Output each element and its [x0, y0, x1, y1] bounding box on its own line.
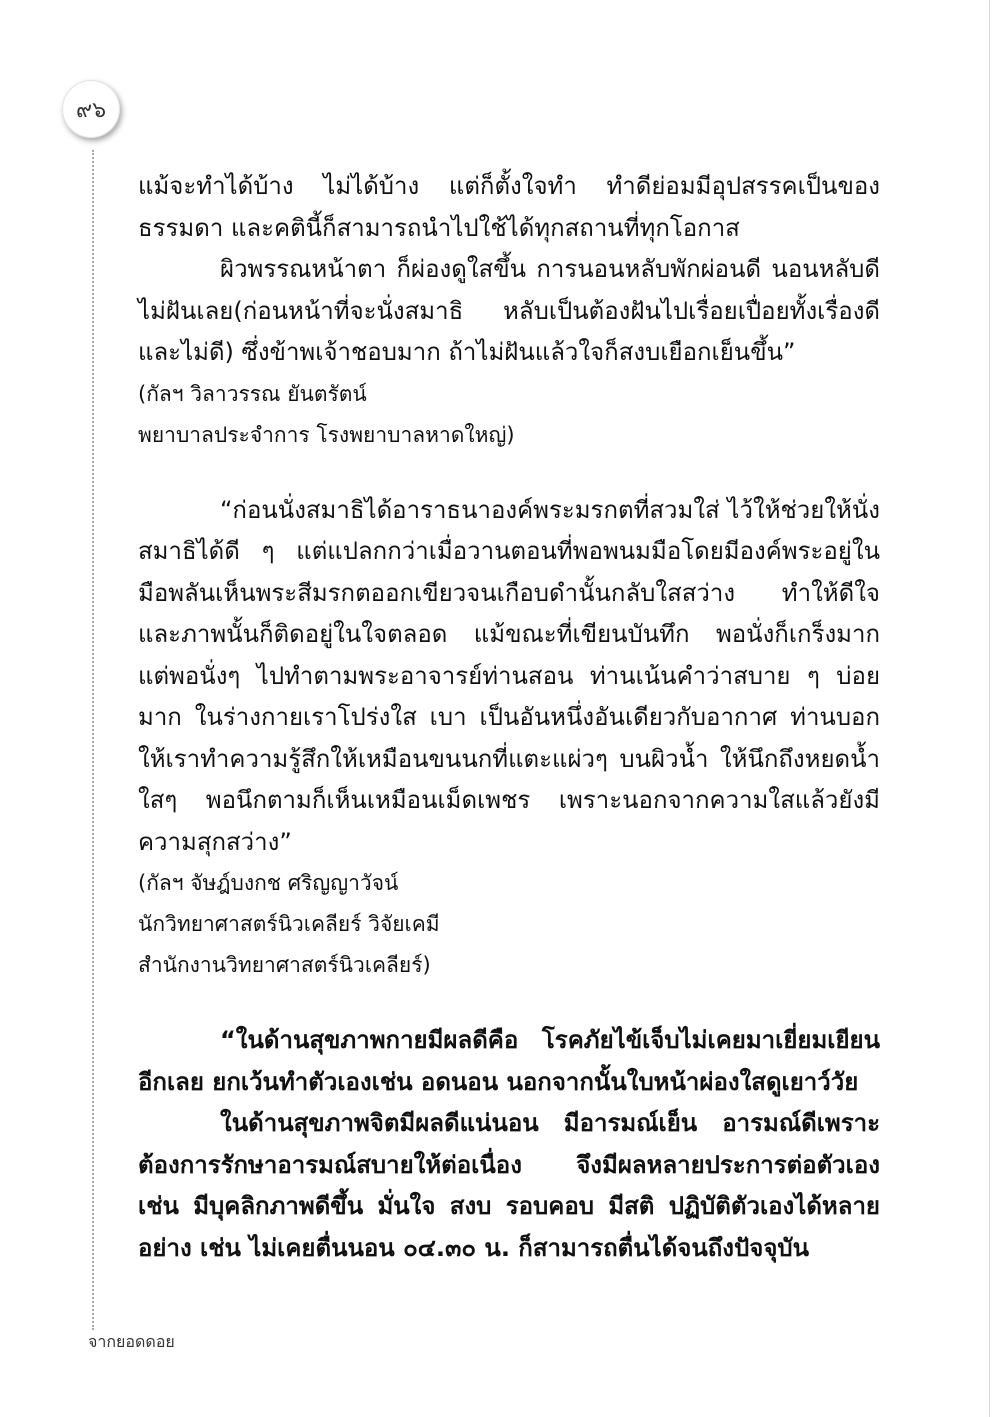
second-credit-organization: สำนักงานวิทยาศาสตร์นิวเคลียร์) [138, 953, 431, 977]
third-paragraph-1: “ในด้านสุขภาพกายมีผลดีคือ โรคภัยไข้เจ็บไม่เคยมาเยี่ยมเยียนอีกเลย ยกเว้นทำตัวเองเช่น อดนอน นอกจากนั้นใบหน้าผ่องใสดูเยาว์วัย [138, 1026, 880, 1096]
page-content [138, 166, 880, 1269]
section-gap [138, 456, 880, 490]
book-title-footer: จากยอดดอย [88, 1332, 175, 1351]
third-paragraph-2: ในด้านสุขภาพจิตมีผลดีแน่นอน มีอารมณ์เย็น อารมณ์ดีเพราะต้องการรักษาอารมณ์สบายให้ต่อเนื่อง จึงมีผลหลายประการต่อตัวเอง เช่น มีบุคลิกภาพดีขึ้น มั่นใจ สงบ รอบคอบ มีสติ ปฏิบัติตัวเองได้หลายอย่าง เช่น ไม่เคยตื่นนอน ๐๔.๓๐ น. ก็สามารถตื่นได้จนถึงปัจจุบัน [138, 1109, 880, 1262]
second-credit-name: (กัลฯ จัษฎ์บงกช ศริญญาวัจน์ [138, 871, 399, 895]
intro-credit-name: (กัลฯ วิลาวรรณ ยันตรัตน์ [138, 381, 367, 406]
page-edge [989, 0, 990, 1417]
page-number: ๙๖ [75, 97, 107, 123]
margin-dotted-rule [92, 150, 94, 1330]
second-credit-position: นักวิทยาศาสตร์นิวเคลียร์ วิจัยเคมี [138, 912, 440, 936]
intro-paragraph-2: ผิวพรรณหน้าตา ก็ผ่องดูใสขึ้น การนอนหลับพักผ่อนดี นอนหลับดีไม่ฝันเลย(ก่อนหน้าที่จะนั่งสมาธิ หลับเป็นต้องฝันไปเรื่อยเปื่อยทั้งเรื่องดีและไม่ดี) ซึ่งข้าพเจ้าชอบมาก ถ้าไม่ฝันแล้วใจก็สงบเยือกเย็นขึ้น” [138, 255, 880, 366]
intro-credit-position: พยาบาลประจำการ โรงพยาบาลหาดใหญ่) [138, 422, 515, 447]
second-paragraph: “ก่อนนั่งสมาธิได้อาราธนาองค์พระมรกตที่สวมใส่ ไว้ให้ช่วยให้นั่งสมาธิได้ดี ๆ แต่แปลกกว่าเมื่อวานตอนที่พอพนมมือโดยมีองค์พระอยู่ในมือพลันเห็นพระสีมรกตออกเขียวจนเกือบดำนั้นกลับใสสว่าง ทำให้ดีใจและภาพนั้นก็ติดอยู่ในใจตลอด แม้ขณะที่เขียนบันทึก พอนั่งก็เกร็งมาก แต่พอนั่งๆ ไปทำตามพระอาจารย์ท่านสอน ท่านเน้นคำว่าสบาย ๆ บ่อยมาก ในร่างกายเราโปร่งใส เบา เป็นอันหนึ่งอันเดียวกับอากาศ ท่านบอกให้เราทำความรู้สึกให้เหมือนขนนกที่แตะแผ่วๆ บนผิวน้ำ ให้นึกถึงหยดน้ำใสๆ พอนึกตามก็เห็นเหมือนเม็ดเพชร เพราะนอกจากความใสแล้วยังมีความสุกสว่าง” [138, 495, 880, 856]
intro-paragraph-1: แม้จะทำได้บ้าง ไม่ได้บ้าง แต่ก็ตั้งใจทำ ทำดีย่อมมีอุปสรรคเป็นของธรรมดา และคตินี้ก็สามารถนำไปใช้ได้ทุกสถานที่ทุกโอกาส [138, 172, 880, 242]
section-gap [138, 986, 880, 1020]
page-number-badge [62, 80, 120, 138]
